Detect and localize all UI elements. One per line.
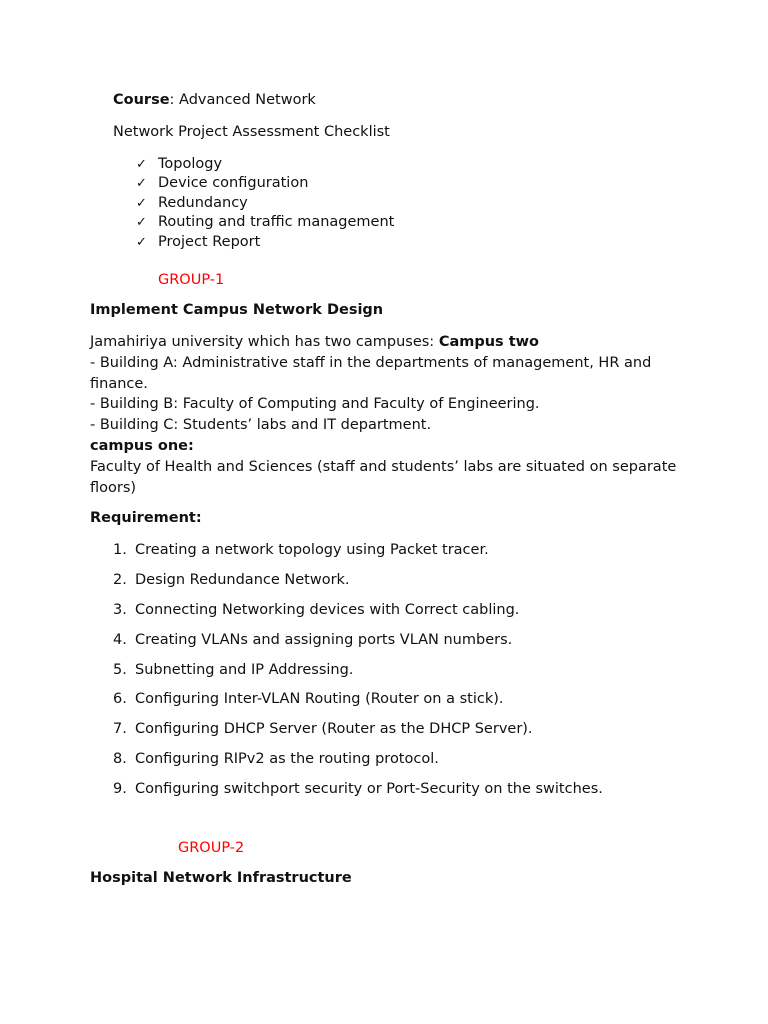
checklist-title: Network Project Assessment Checklist bbox=[113, 124, 390, 140]
requirement-number: 4. bbox=[113, 631, 127, 648]
requirement-text: Configuring Inter-VLAN Routing (Router on a stick). bbox=[135, 691, 504, 708]
requirement-text: Configuring RIPv2 as the routing protocol. bbox=[135, 751, 439, 768]
requirement-text: Configuring switchport security or Port-Security on the switches. bbox=[135, 781, 603, 798]
group2-title: Hospital Network Infrastructure bbox=[90, 870, 352, 886]
check-icon: ✓ bbox=[136, 195, 147, 211]
checklist-item bbox=[136, 174, 394, 193]
requirement-text: Creating VLANs and assigning ports VLAN numbers. bbox=[135, 631, 513, 648]
campus-intro-text: Jamahiriya university which has two campuses: bbox=[90, 334, 439, 350]
campus-one-text: Faculty of Health and Sciences (staff and students’ labs are situated on separate floors) bbox=[90, 458, 677, 496]
checklist-item bbox=[136, 194, 394, 213]
requirement-text: Configuring DHCP Server (Router as the DHCP Server). bbox=[135, 721, 533, 738]
campus-two-label: Campus two bbox=[438, 334, 540, 350]
requirement-text: Subnetting and IP Addressing. bbox=[135, 661, 354, 678]
requirement-number: 8. bbox=[113, 751, 127, 768]
requirement-item bbox=[90, 779, 603, 809]
checklist bbox=[136, 155, 394, 252]
checklist-item-label: Routing and traffic management bbox=[158, 214, 395, 231]
requirement-number: 9. bbox=[113, 781, 127, 798]
requirement-list bbox=[90, 540, 603, 809]
requirement-item bbox=[90, 630, 603, 660]
requirement-item bbox=[90, 749, 603, 779]
group1-label: GROUP-1 bbox=[158, 272, 225, 288]
requirement-item bbox=[90, 660, 603, 690]
course-label: Course bbox=[113, 92, 170, 108]
building-a: - Building A: Administrative staff in the departments of management, HR and finance. bbox=[90, 354, 652, 392]
requirement-item bbox=[90, 570, 603, 600]
requirement-number: 3. bbox=[113, 601, 127, 618]
requirement-text: Creating a network topology using Packet tracer. bbox=[135, 542, 489, 558]
requirement-text: Design Redundance Network. bbox=[135, 571, 350, 588]
checklist-item bbox=[136, 155, 394, 174]
building-b: - Building B: Faculty of Computing and Faculty of Engineering. bbox=[90, 396, 540, 413]
checklist-item-label: Topology bbox=[158, 156, 223, 172]
requirement-item bbox=[90, 719, 603, 749]
group2-label: GROUP-2 bbox=[178, 840, 245, 856]
course-value: Advanced Network bbox=[179, 92, 316, 108]
checklist-item-label: Redundancy bbox=[158, 194, 248, 211]
group1-title: Implement Campus Network Design bbox=[90, 302, 384, 318]
requirement-number: 6. bbox=[113, 691, 127, 708]
requirement-number: 2. bbox=[113, 571, 127, 588]
building-c: - Building C: Students’ labs and IT department. bbox=[90, 417, 432, 434]
requirement-item bbox=[90, 540, 603, 570]
course-separator: : bbox=[169, 92, 180, 108]
check-icon: ✓ bbox=[136, 215, 147, 231]
check-icon: ✓ bbox=[136, 157, 147, 172]
requirement-number: 1. bbox=[113, 542, 127, 558]
check-icon: ✓ bbox=[136, 176, 147, 192]
course-line bbox=[113, 92, 316, 108]
campus-description bbox=[90, 332, 690, 498]
check-icon: ✓ bbox=[136, 234, 147, 250]
checklist-item bbox=[136, 233, 394, 252]
checklist-item-label: Project Report bbox=[158, 233, 261, 250]
requirement-number: 5. bbox=[113, 661, 127, 678]
campus-intro bbox=[90, 332, 690, 353]
requirement-text: Connecting Networking devices with Correct cabling. bbox=[135, 601, 520, 618]
checklist-item-label: Device configuration bbox=[158, 175, 309, 192]
campus-one-label: campus one: bbox=[90, 437, 194, 454]
requirement-number: 7. bbox=[113, 721, 127, 738]
requirement-item bbox=[90, 600, 603, 630]
checklist-item bbox=[136, 213, 394, 232]
requirement-item bbox=[90, 689, 603, 719]
requirement-title: Requirement: bbox=[90, 510, 202, 526]
